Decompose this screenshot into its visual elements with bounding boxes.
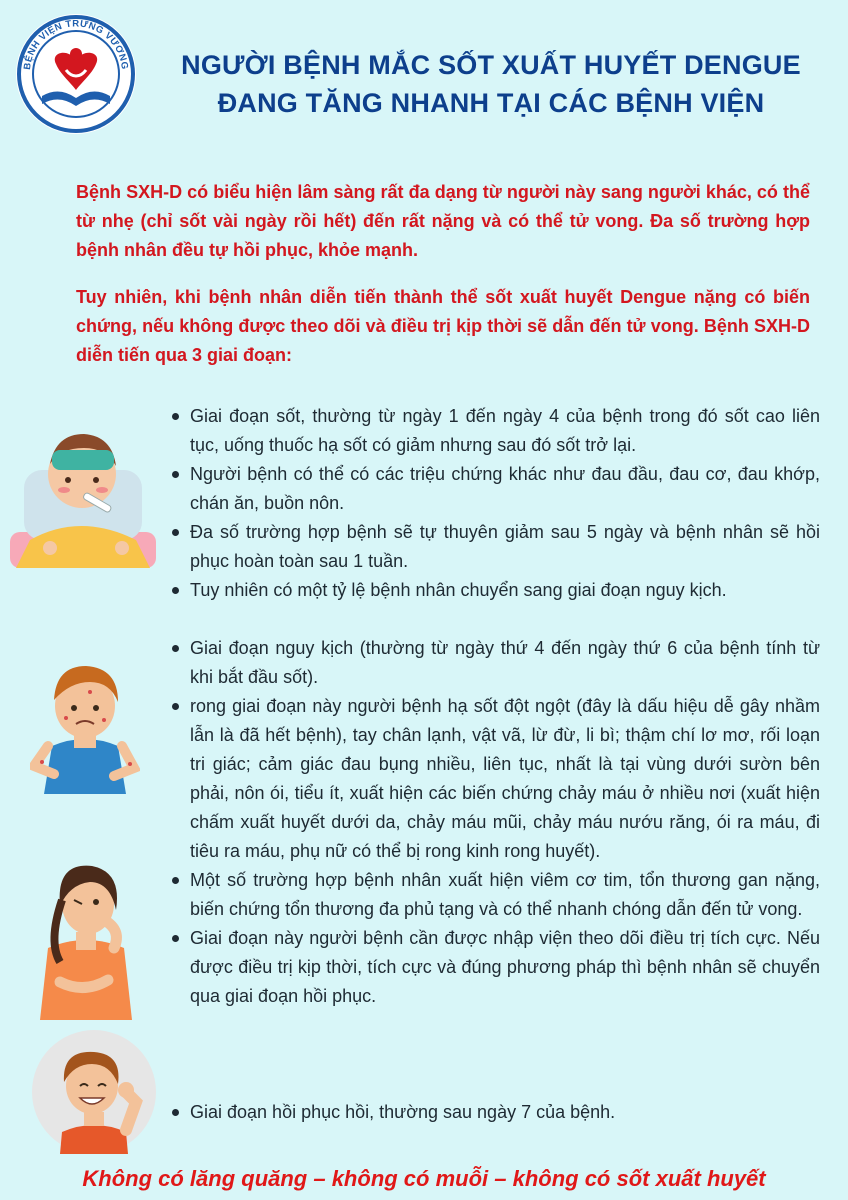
list-item: Đa số trường hợp bệnh sẽ tự thuyên giảm sau 5 ngày và bệnh nhân sẽ hồi phục hoàn toàn sau 1 tuần. (170, 518, 820, 576)
list-item: Giai đoạn sốt, thường từ ngày 1 đến ngày 4 của bệnh trong đó sốt cao liên tục, uống thuốc hạ sốt có giảm nhưng sau đó sốt trở lại. (170, 402, 820, 460)
child-rash-icon (30, 648, 140, 794)
title-line-1: NGƯỜI BỆNH MẮC SỐT XUẤT HUYẾT DENGUE (181, 50, 801, 80)
stage-2-list (170, 634, 820, 1011)
list-item: Tuy nhiên có một tỷ lệ bệnh nhân chuyển sang giai đoạn nguy kịch. (170, 576, 820, 605)
stage-1-list (170, 402, 820, 605)
stage-3-list (170, 1098, 820, 1127)
logo-arc-text: BỆNH VIỆN TRƯNG VƯƠNG (21, 18, 131, 71)
footer-slogan: Không có lăng quăng – không có muỗi – không có sốt xuất huyết (82, 1166, 766, 1191)
list-item: Người bệnh có thể có các triệu chứng khác như đau đầu, đau cơ, đau khớp, chán ăn, buồn nôn. (170, 460, 820, 518)
healthy-child-strong-icon (32, 1030, 156, 1154)
intro-paragraph-2: Tuy nhiên, khi bệnh nhân diễn tiến thành thể sốt xuất huyết Dengue nặng có biến chứng, nếu không được theo dõi và điều trị kịp thời sẽ dẫn đến tử vong. Bệnh SXH-D diễn tiến qua 3 giai đoạn: (76, 287, 810, 365)
list-item: Giai đoạn này người bệnh cần được nhập viện theo dõi điều trị tích cực. Nếu được điều trị kịp thời, tích cực và đúng phương pháp thì bệnh nhân sẽ chuyển qua giai đoạn hồi phục. (170, 924, 820, 1011)
list-item: Giai đoạn hồi phục hồi, thường sau ngày 7 của bệnh. (170, 1098, 820, 1127)
page-title (146, 46, 836, 122)
sick-child-fever-icon (10, 412, 156, 568)
list-item: Một số trường hợp bệnh nhân xuất hiện viêm cơ tim, tổn thương gan nặng, biến chứng tổn thương đa phủ tạng và có thể nhanh chóng dẫn đến tử vong. (170, 866, 820, 924)
woman-nausea-icon (30, 852, 144, 1020)
intro-paragraph-1: Bệnh SXH-D có biểu hiện lâm sàng rất đa dạng từ người này sang người khác, có thể từ nhẹ (chỉ sốt vài ngày rồi hết) đến rất nặng và có thể tử vong. Đa số trường hợp bệnh nhân đều tự hồi phục, khỏe mạnh. (76, 182, 810, 260)
title-line-2: ĐANG TĂNG NHANH TẠI CÁC BỆNH VIỆN (217, 88, 765, 118)
list-item: Giai đoạn nguy kịch (thường từ ngày thứ 4 đến ngày thứ 6 của bệnh tính từ khi bắt đầu sốt). (170, 634, 820, 692)
hospital-logo-icon (14, 12, 138, 136)
list-item: rong giai đoạn này người bệnh hạ sốt đột ngột (đây là dấu hiệu dễ gây nhầm lẫn là đã hết bệnh), tay chân lạnh, vật vã, lừ đừ, li bì; thậm chí lơ mơ, rối loạn tri giác; cảm giác đau bụng nhiều, liên tục, nhất là tại vùng dưới sườn bên phải, nôn ói, tiểu ít, xuất hiện các biến chứng chảy máu ở nhiều nơi (xuất hiện chấm xuất huyết dưới da, chảy máu mũi, chảy máu nướu răng, ói ra máu, đi tiêu ra máu, phụ nữ có thể bị rong kinh rong huyết). (170, 692, 820, 866)
